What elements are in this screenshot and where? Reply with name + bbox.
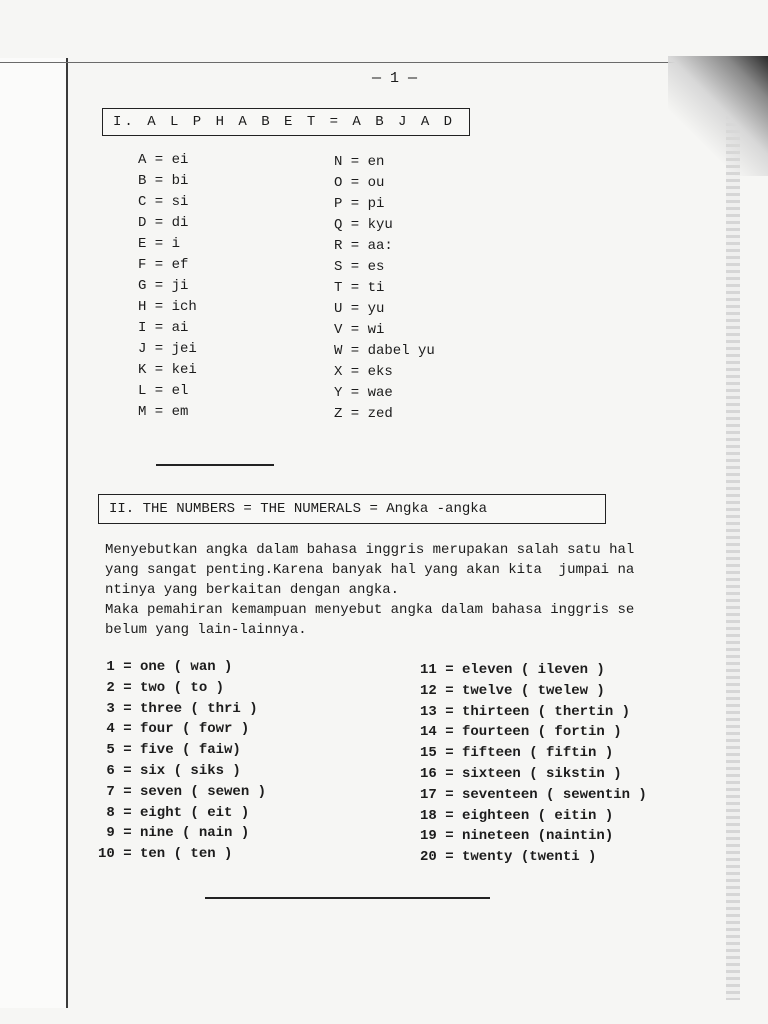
text-line: 11 = eleven ( ileven ) [420, 662, 605, 678]
text-line: Y = wae [334, 385, 393, 401]
text-line: 5 = five ( faiw) [98, 742, 241, 759]
numbers-intro-paragraph [105, 540, 725, 640]
text-line: 12 = twelve ( twelew ) [420, 682, 605, 699]
text-line: F = ef [138, 257, 189, 273]
text-line: Menyebutkan angka dalam bahasa inggris merupakan salah satu hal [105, 542, 635, 558]
text-line: 1 = one ( wan ) [98, 659, 233, 675]
text-line: E = i [138, 236, 181, 252]
text-line: 3 = three ( thri ) [98, 700, 258, 717]
text-line: U = yu [334, 301, 385, 317]
alphabet-left-column [138, 150, 197, 423]
text-line: 4 = four ( fowr ) [98, 721, 250, 738]
alphabet-right-column [334, 152, 435, 425]
page-edge-shadow [726, 60, 740, 1000]
text-line: L = el [138, 383, 189, 399]
text-line: G = ji [138, 278, 189, 294]
text-line: 17 = seventeen ( sewentin ) [420, 786, 647, 803]
section-divider [156, 464, 274, 466]
numbers-heading: II. THE NUMBERS = THE NUMERALS = Angka -angka [98, 494, 606, 524]
text-line: 6 = six ( siks ) [98, 762, 241, 779]
text-line: 13 = thirteen ( thertin ) [420, 703, 631, 720]
text-line: 2 = two ( to ) [98, 679, 225, 696]
text-line: N = en [334, 154, 385, 170]
bottom-divider [205, 897, 490, 899]
text-line: W = dabel yu [334, 343, 435, 359]
text-line: yang sangat penting.Karena banyak hal yang akan kita jumpai na [105, 562, 635, 578]
text-line: S = es [334, 259, 385, 275]
text-line: P = pi [334, 196, 385, 212]
text-line: I = ai [138, 320, 189, 336]
text-line: 15 = fifteen ( fiftin ) [420, 745, 614, 762]
text-line: Maka pemahiran kemampuan menyebut angka dalam bahasa inggris se [105, 602, 635, 618]
text-line: O = ou [334, 175, 385, 191]
text-line: 18 = eighteen ( eitin ) [420, 807, 614, 824]
alphabet-heading: I. A L P H A B E T = A B J A D [102, 108, 470, 136]
text-line: 7 = seven ( sewen ) [98, 783, 267, 800]
text-line: R = aa: [334, 238, 393, 254]
text-line: B = bi [138, 173, 189, 189]
text-line: K = kei [138, 362, 197, 378]
text-line: 20 = twenty (twenti ) [420, 849, 597, 866]
text-line: 10 = ten ( ten ) [98, 846, 233, 863]
text-line: 8 = eight ( eit ) [98, 804, 250, 821]
top-border-line [0, 62, 700, 63]
binding-margin [0, 58, 68, 1008]
text-line: T = ti [334, 280, 385, 296]
text-line: 19 = nineteen (naintin) [420, 828, 614, 845]
numbers-right-column [420, 660, 647, 868]
text-line: ntinya yang berkaitan dengan angka. [105, 582, 400, 598]
text-line: C = si [138, 194, 189, 210]
text-line: H = ich [138, 299, 197, 315]
text-line: Z = zed [334, 406, 393, 422]
text-line: D = di [138, 215, 189, 231]
text-line: 9 = nine ( nain ) [98, 825, 250, 842]
text-line: J = jei [138, 341, 197, 357]
text-line: V = wi [334, 322, 385, 338]
text-line: belum yang lain-lainnya. [105, 622, 307, 638]
text-line: M = em [138, 404, 189, 420]
numbers-left-column [98, 657, 266, 865]
text-line: 14 = fourteen ( fortin ) [420, 724, 622, 741]
page-number: — 1 — [372, 70, 418, 87]
text-line: Q = kyu [334, 217, 393, 233]
text-line: 16 = sixteen ( sikstin ) [420, 765, 622, 782]
text-line: X = eks [334, 364, 393, 380]
folded-corner [668, 56, 768, 176]
text-line: A = ei [138, 152, 189, 168]
